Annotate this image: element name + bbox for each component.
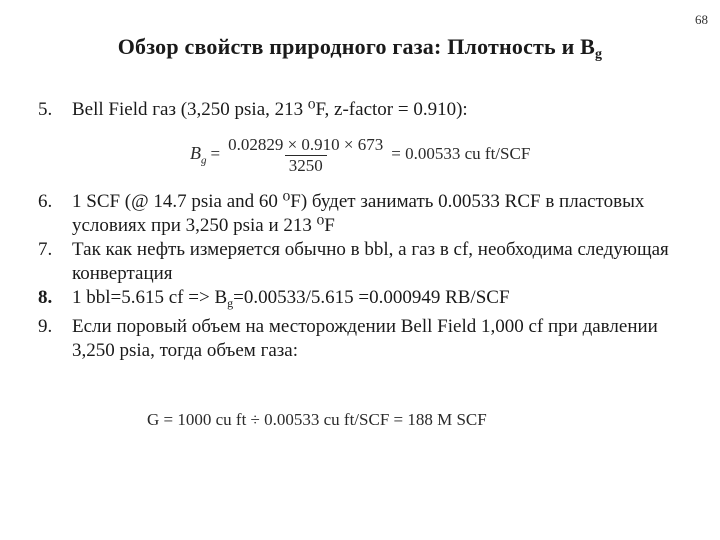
page-title-subscript: g: [595, 47, 603, 62]
item-text: 1 SCF (@ 14.7 psia and 60 ⁰F) будет занимать 0.00533 RCF в пластовых условиях при 3,250 psia и 213 ⁰F: [72, 191, 645, 236]
formula-result: = 0.00533 cu ft/SCF: [391, 144, 531, 164]
page-title-text: Обзор свойств природного газа: Плотность и B: [117, 34, 596, 59]
formula-equals: =: [210, 144, 221, 164]
item-text: Так как нефть измеряется обычно в bbl, а газ в cf, необходима следующая конвертация: [72, 239, 669, 284]
item-text: 1 bbl=5.615 cf => $B_g=0.00533/5.615 =0.000949$ RB/SCF: [72, 287, 510, 310]
item-number: 9.: [38, 316, 53, 337]
list-item-9: [38, 315, 698, 363]
item-number: 7.: [38, 239, 53, 260]
item-text: Если поровый объем на месторождении Bell Field 1,000 cf при давлении 3,250 psia, тогда объем газа:: [72, 316, 658, 361]
item-number: 6.: [38, 191, 53, 212]
list-item-6: [38, 190, 698, 238]
list-items-6-9: [38, 190, 698, 363]
item-text: Bell Field газ (3,250 psia, 213 ⁰F, z-factor = 0.910):: [72, 99, 468, 120]
formula-lhs: $B_g$: [190, 143, 207, 167]
list-item-5: [38, 98, 698, 122]
page-title: [0, 34, 720, 63]
list-item-8: [38, 286, 698, 315]
formula-numerator: 0.02829 × 0.910 × 673: [228, 135, 384, 154]
page-number: 68: [695, 12, 708, 27]
formula-fraction: [224, 135, 387, 176]
gas-volume-formula: G = 1000 cu ft ÷ 0.00533 cu ft/SCF = 188 M SCF: [147, 410, 487, 429]
item-number: 8.: [38, 287, 53, 308]
list-item-7: [38, 238, 698, 286]
bg-formula: [190, 135, 530, 176]
item-number: 5.: [38, 99, 53, 120]
formula-denominator: 3250: [285, 155, 327, 176]
